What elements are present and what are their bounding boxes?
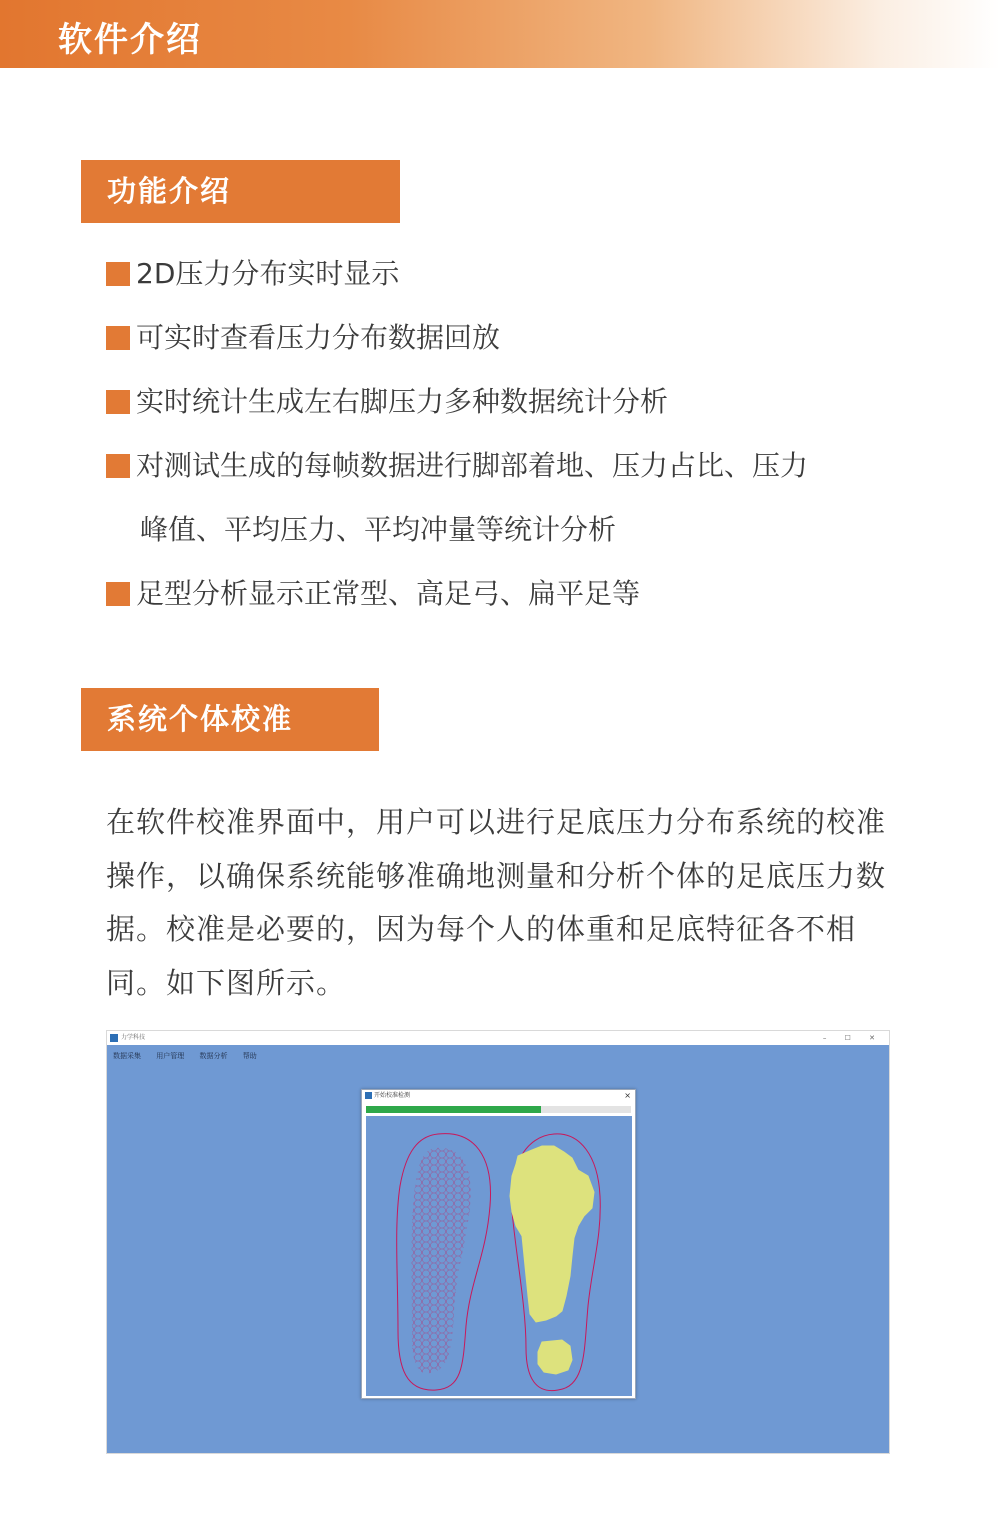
app-logo-icon [110,1034,118,1042]
feature-text: 2D压力分布实时显示 [136,257,400,290]
dialog-title: 开始校准检测 [374,1092,411,1099]
menu-bar [113,1051,270,1061]
calibration-description: 在软件校准界面中，用户可以进行足底压力分布系统的校准操作，以确保系统能够准确地测量和分析个体的足底压力数据。校准是必要的，因为每个人的体重和足底特征各不相同。如下图所示。 [106,805,887,1000]
feature-item [106,446,916,550]
menu-item-help[interactable]: 帮助 [242,1052,257,1060]
progress-fill [366,1106,541,1113]
feature-text: 足型分析显示正常型、高足弓、扁平足等 [136,577,641,610]
bullet-square-icon [106,390,130,414]
bullet-square-icon [106,582,130,606]
software-screenshot [106,1030,890,1454]
bullet-square-icon [106,454,130,478]
window-titlebar [107,1031,889,1045]
feature-item [106,254,399,294]
dialog-titlebar [362,1090,635,1102]
heel-pressure-region [538,1340,572,1374]
calibration-dialog [361,1089,636,1399]
menu-item-data-analysis[interactable]: 数据分析 [199,1052,228,1060]
feature-text: 实时统计生成左右脚压力多种数据统计分析 [136,385,669,418]
section-title-features: 功能介绍 [81,160,400,223]
window-controls[interactable]: – ☐ ✕ [822,1034,883,1042]
page-title: 软件介绍 [58,20,202,60]
feature-item [106,318,500,358]
feature-item [106,574,640,614]
feature-text-continued: 峰值、平均压力、平均冲量等统计分析 [140,513,617,546]
foot-pressure-map [366,1116,632,1396]
dialog-logo-icon [365,1092,372,1099]
pressure-canvas [366,1116,632,1396]
feature-item [106,382,668,422]
close-icon[interactable]: × [624,1091,631,1100]
feature-text: 对测试生成的每帧数据进行脚部着地、压力占比、压力 [136,449,809,482]
window-title: 力学科技 [121,1034,146,1041]
section-title-calibration: 系统个体校准 [81,688,379,751]
feature-text: 可实时查看压力分布数据回放 [136,321,501,354]
menu-item-data-collection[interactable]: 数据采集 [113,1052,141,1060]
menu-item-user-management[interactable]: 用户管理 [156,1052,185,1060]
bullet-square-icon [106,326,130,350]
calibration-progress-bar [366,1106,631,1113]
bullet-square-icon [106,262,130,286]
header-banner [0,0,1000,68]
